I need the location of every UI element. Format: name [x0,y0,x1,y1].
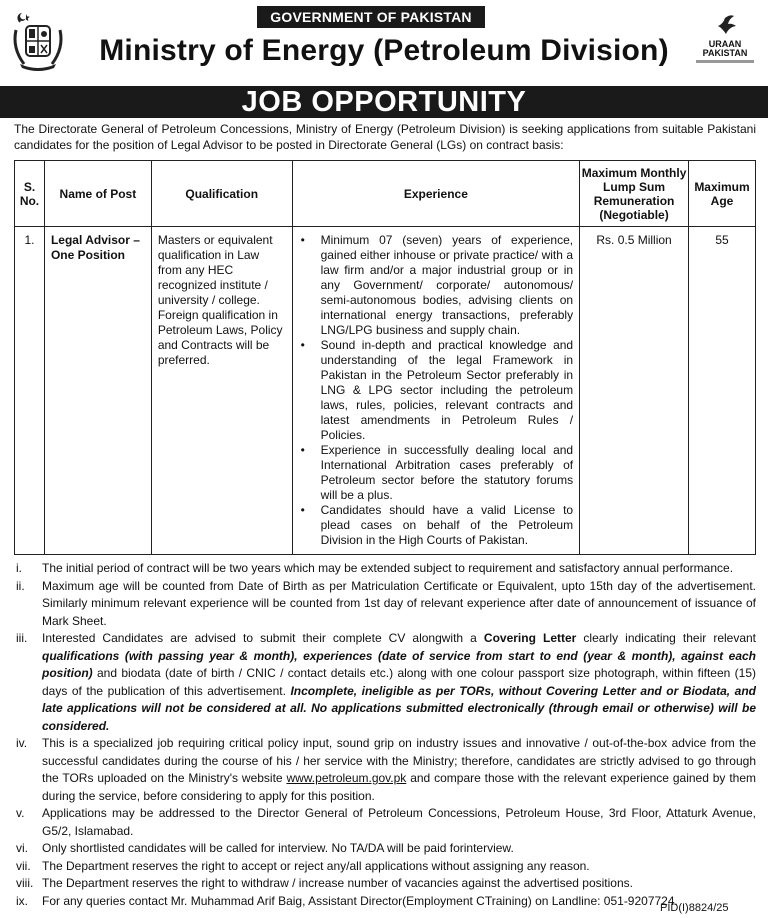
list-item: • Experience in successfully dealing local and International Arbitration cases preferably of Petroleum sector before the statutory forums will be a plus. [300,443,574,502]
note-number: iii. [16,631,28,645]
header-experience: Experience [292,161,579,227]
note-text: The initial period of contract will be two years which may be extended subject to requirement and satisfactory annual performance. [42,561,734,575]
cell-qualification: Masters or equivalent qualification in Law from any HEC recognized institute / university / college. Foreign qualification in Petroleum Laws, Policy and Contracts will be preferred. [151,227,292,555]
note-item [14,858,756,876]
note-item [14,805,756,840]
note-text: Maximum age will be counted from Date of Birth as per Matriculation Certificate or Equivalent, upto 15th day of the advertisement. Similarly minimum relevant experience will be counted from 1st day of relevant experience after date of announcement of issuance of Mark Sheet. [42,578,756,628]
header-qualification: Qualification [151,161,292,227]
note-item [14,578,756,631]
table-row [15,227,756,555]
header-sno: S. No. [15,161,45,227]
note-number: v. [16,806,25,820]
note-text: The Department reserves the right to accept or reject any/all applications without assigning any reason. [42,858,590,873]
uraan-pakistan-logo [692,14,758,70]
header-name-of-post: Name of Post [44,161,151,227]
note-number: viii. [16,876,34,890]
note-number: iv. [16,736,28,750]
note-number: vi. [16,841,28,855]
job-opportunity-banner: JOB OPPORTUNITY [0,86,768,118]
bullet-icon: • [300,233,305,247]
table-header-row [15,161,756,227]
experience-list [299,233,573,548]
rejection-warning: Incomplete, ineligible as per TORs, without Covering Letter and or Biodata, and late applications will not be considered at all. No applications submitted electronically (through email or otherwise) will be considered. [42,683,756,733]
note-number: vii. [16,858,31,873]
cell-sno: 1. [15,227,45,555]
note-text: This is a specialized job requiring critical policy input, sound grip on industry issues and innovative / out-of-the-box advice from the successful candidates during the course of his / her service with the Ministry; therefore, candidates are strictly advised to go through the TORs uploaded on the Ministry's website www.petroleum.gov.pk and compare those with the relevant experience gained by them during the service, before considering to apply for this position. [42,736,756,803]
header-max-age: Maximum Age [689,161,756,227]
uraan-tagline [696,60,754,63]
terms-list [14,560,756,910]
bullet-icon: • [300,443,305,457]
note-text: The Department reserves the right to withdraw / increase number of vacancies against the advertised positions. [42,876,633,890]
intro-paragraph: The Directorate General of Petroleum Concessions, Ministry of Energy (Petroleum Division) is seeking applications from suitable Pakistani candidates for the position of Legal Advisor to be posted in Directorate General (LGs) on contract basis: [14,122,756,152]
list-item: • Candidates should have a valid License to plead cases on behalf of the Petroleum Division in the High Courts of Pakistan. [300,503,574,547]
positions-table [14,160,756,555]
note-number: ix. [16,893,28,908]
note-text: Interested Candidates are advised to submit their complete CV alongwith a Covering Letter clearly indicating their relevant qualifications (with passing year & month), experiences (date of service from start to end (year & month), against each position) and biodata (date of birth / CNIC / contact details etc.) along with one colour passport size photograph, within fifteen (15) days of the publication of this advertisement. Incomplete, ineligible as per TORs, without Covering Letter and or Biodata, and late applications will not be considered at all. No applications submitted electronically (through email or otherwise) will be considered. [42,631,757,733]
note-item [14,875,756,893]
bullet-icon: • [300,338,305,352]
note-text: Only shortlisted candidates will be called for interview. No TA/DA will be paid forinterview. [42,841,514,855]
website-link[interactable]: www.petroleum.gov.pk [286,771,407,785]
covering-letter-emphasis: Covering Letter [483,631,577,645]
list-item: • Sound in-depth and practical knowledge and understanding of the legal Framework in Pakistan in the Petroleum Sector preferably in LNG & LPG sector including the petroleum laws, rules, policies, relevant contracts and latest amendments in Petroleum Rules / Policies. [300,338,574,442]
qualifications-emphasis: qualifications (with passing year & month), experiences (date of service from start to end (year & month), against each position) [42,648,756,680]
cell-name-of-post: Legal Advisor – One Position [44,227,151,555]
uraan-logo-text: URAAN PAKISTAN [702,39,748,58]
note-item [14,630,756,735]
government-banner: GOVERNMENT OF PAKISTAN [257,6,485,28]
cell-max-age: 55 [689,227,756,555]
cell-experience [292,227,579,555]
note-item [14,840,756,858]
note-text: For any queries contact Mr. Muhammad Arif Baig, Assistant Director(Employment CTraining) on Landline: 051-9207724. [42,893,678,908]
uraan-bird-icon [692,14,758,40]
note-number: ii. [16,578,25,593]
ministry-title: Ministry of Energy (Petroleum Division) [99,34,669,67]
pid-reference: PID(I)8824/25 [660,902,729,914]
note-text: Applications may be addressed to the Director General of Petroleum Concessions, Petroleum House, 3rd Floor, Attaturk Avenue, G5/2, Islamabad. [42,806,756,838]
note-item [14,735,756,805]
header-remuneration: Maximum Monthly Lump Sum Remuneration (Negotiable) [580,161,689,227]
header [0,0,768,84]
bullet-icon: • [300,503,305,517]
note-item [14,893,756,911]
list-item: • Minimum 07 (seven) years of experience, gained either inhouse or private practice/ with a law firm and/or a major industrial group or in any Government/ corporate/ autonomous/ semi-autonomous bodies, advising clients on international energy transactions, preferably LNG/LPG business and supply chain. [300,233,574,337]
note-item [14,560,756,578]
cell-remuneration: Rs. 0.5 Million [580,227,689,555]
note-number: i. [16,561,22,575]
